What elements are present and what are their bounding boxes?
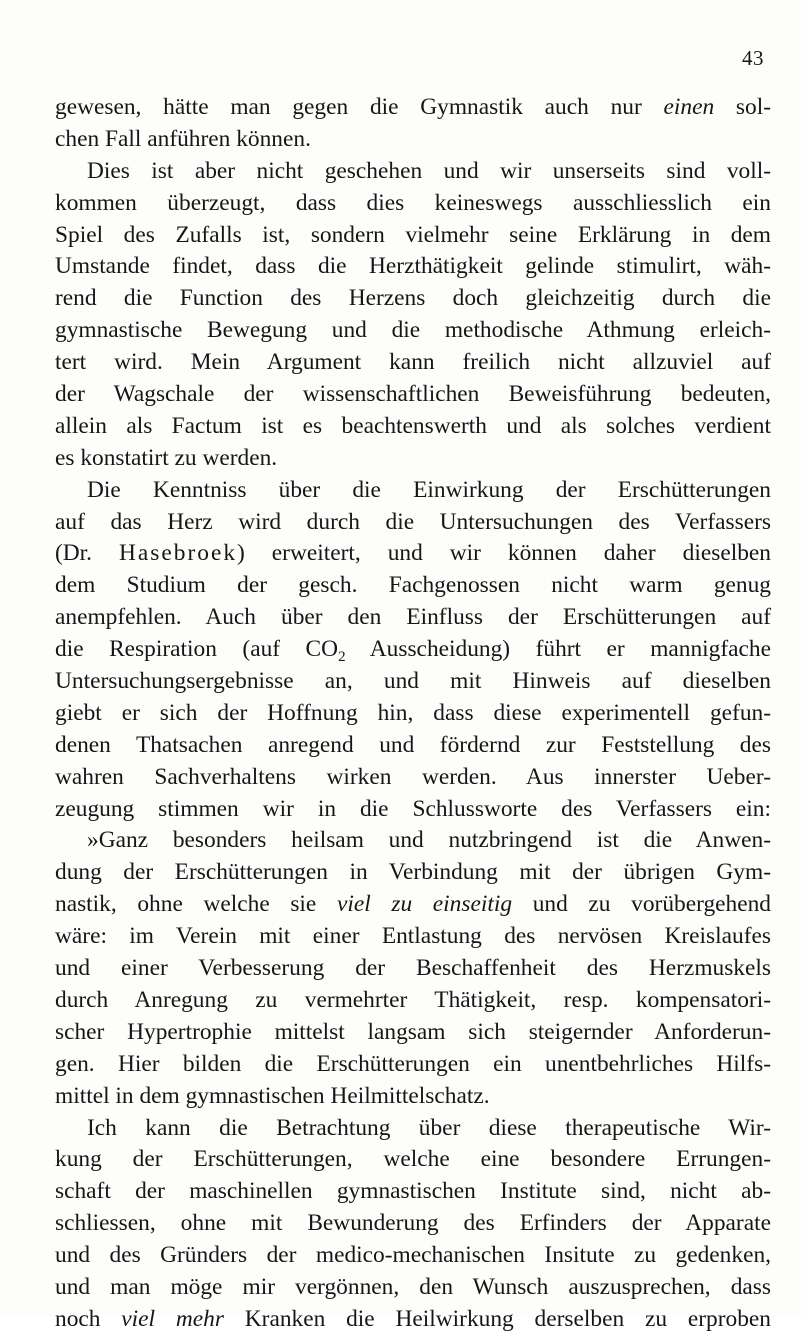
text-segment: dung der Erschütterungen in Verbindung mit der übrigen Gym- [55,859,771,886]
text-segment: Dies ist aber nicht geschehen und wir unserseits sind voll- [87,157,771,184]
text-segment: die Respiration (auf CO [55,636,339,663]
text-line [55,475,771,507]
text-segment: scher Hypertrophie mittelst langsam sich steigernder Anforderun- [55,1018,771,1045]
text-line [55,1272,771,1304]
text-segment: chen Fall anführen können. [55,125,311,152]
text-line [55,794,771,826]
text-segment: zeugung stimmen wir in die Schlussworte des Verfassers ein: [55,795,771,822]
text-segment: und zu vorübergehend [512,891,772,918]
text-line [55,953,771,985]
text-segment: schliessen, ohne mit Bewunderung des Erfinders der Apparate [55,1210,771,1237]
italic-emphasis: einen [663,94,715,120]
text-line [55,634,771,666]
text-line [55,857,771,889]
text-segment: kommen überzeugt, dass dies keineswegs ausschliesslich ein [55,189,771,216]
text-line [55,220,771,252]
text-line [55,1144,771,1176]
text-segment: nastik, ohne welche sie [55,891,337,918]
text-segment: und einer Verbesserung der Beschaffenheit des Herzmuskels [55,955,771,982]
text-segment: es konstatirt zu werden. [55,444,278,471]
text-line [55,124,771,156]
text-line [55,156,771,188]
text-segment: wäre: im Verein mit einer Entlastung des nervösen Kreislaufes [55,923,771,950]
subscript: 2 [338,649,346,666]
text-line [55,188,771,220]
text-segment: anempfehlen. Auch über den Einfluss der Erschütterungen auf [55,604,771,631]
text-line [55,762,771,794]
text-line [55,889,771,921]
italic-emphasis: viel mehr [121,1305,224,1332]
text-line [55,1017,771,1049]
text-line [55,251,771,283]
text-line [55,411,771,443]
text-segment: allein als Factum ist es beachtenswerth und als solches verdient [55,412,771,439]
text-segment: tert wird. Mein Argument kann freilich nicht allzuviel auf [55,349,771,376]
text-line [55,538,771,570]
text-segment: Die Kenntniss über die Einwirkung der Erschütterungen [87,476,771,503]
text-line [55,443,771,475]
text-segment: rend die Function des Herzens doch gleichzeitig durch die [55,285,771,312]
text-line [55,1240,771,1272]
text-line [55,315,771,347]
text-line [55,507,771,539]
spaced-name: Hasebroek [119,540,238,567]
text-segment: giebt er sich der Hoffnung hin, dass diese experimentell gefun- [55,699,771,726]
text-segment: sol- [714,94,771,120]
text-segment: schaft der maschinellen gymnastischen Institute sind, nicht ab- [55,1178,771,1205]
text-segment: der Wagschale der wissenschaftlichen Beweisführung bedeuten, [55,381,771,408]
text-line [55,1081,771,1113]
text-line [55,1113,771,1145]
text-line [55,92,771,124]
text-segment: Untersuchungsergebnisse an, und mit Hinweis auf dieselben [55,668,771,695]
text-segment: Umstande findet, dass die Herzthätigkeit gelinde stimulirt, wäh- [55,253,771,280]
text-segment: gewesen, hätte man gegen die Gymnastik auch nur [55,94,664,120]
text-segment: mittel in dem gymnastischen Heilmittelschatz. [55,1082,490,1109]
text-line [55,1176,771,1208]
text-line [55,1049,771,1081]
text-segment: und man möge mir vergönnen, den Wunsch auszusprechen, dass [55,1273,771,1300]
text-line [55,985,771,1017]
text-segment: Spiel des Zufalls ist, sondern vielmehr seine Erklärung in dem [55,221,771,248]
text-line [55,1208,771,1240]
text-line [55,921,771,953]
text-segment: Kranken die Heilwirkung derselben zu erproben [223,1305,772,1332]
text-line [55,666,771,698]
text-line [55,1304,771,1336]
text-segment: gen. Hier bilden die Erschütterungen ein unentbehrliches Hilfs- [55,1050,771,1077]
text-segment: denen Thatsachen anregend und fördernd zur Feststellung des [55,731,771,758]
text-segment: Ich kann die Betrachtung über diese therapeutische Wir- [87,1114,771,1141]
text-segment: dem Studium der gesch. Fachgenossen nicht warm genug [55,572,771,599]
text-segment: kung der Erschütterungen, welche eine besondere Errungen- [55,1146,771,1173]
text-segment: »Ganz besonders heilsam und nutzbringend ist die Anwen- [87,827,771,854]
text-line [55,730,771,762]
text-segment: auf das Herz wird durch die Untersuchungen des Verfassers [55,508,771,535]
text-line [55,570,771,602]
italic-emphasis: viel zu einseitig [336,891,513,918]
text-line [55,283,771,315]
page-number: 43 [742,46,764,70]
text-segment: (Dr. [55,540,119,567]
text-line [55,602,771,634]
text-segment: Ausscheidung) führt er mannigfache [345,636,772,663]
text-segment: gymnastische Bewegung und die methodische Athmung erleich- [55,317,771,344]
text-line [55,698,771,730]
text-line [55,825,771,857]
text-segment: ) erweitert, und wir können daher dieselben [237,540,771,567]
text-segment: durch Anregung zu vermehrter Thätigkeit, resp. kompensatori- [55,986,771,1013]
text-line [55,347,771,379]
text-line [55,379,771,411]
body-text [55,92,771,1336]
text-segment: noch [55,1305,122,1332]
text-segment: und des Gründers der medico-mechanischen Insitute zu gedenken, [55,1242,771,1269]
text-segment: wahren Sachverhaltens wirken werden. Aus innerster Ueber- [55,763,771,790]
